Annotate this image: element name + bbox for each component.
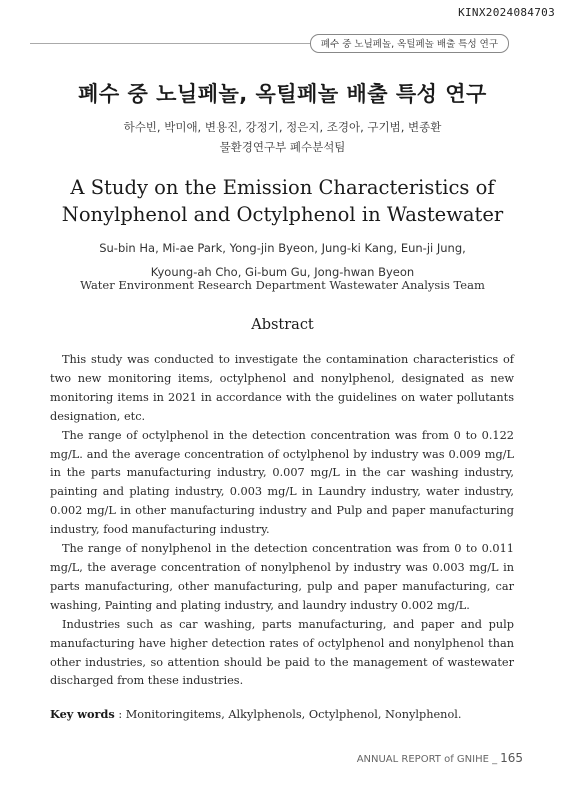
keywords-text: : Monitoringitems, Alkylphenols, Octylphenol, Nonylphenol.: [114, 708, 462, 721]
page-number: 165: [500, 751, 523, 765]
abstract-paragraph: The range of nonylphenol in the detection concentration was from 0 to 0.011 mg/L, the average concentration of nonylphenol by industry was 0.003 mg/L in parts manufacturing, other manufacturing, pulp and paper manufacturing, car washing, Painting and plating industry, and laundry industry 0.002 mg/L.: [50, 542, 514, 612]
abstract-paragraph: Industries such as car washing, parts manufacturing, and paper and pulp manufacturing have higher detection rates of octylphenol and nonylphenol than other industries, so attention should be paid to the management of wastewater discharged from these industries.: [50, 617, 514, 688]
keywords: [50, 707, 520, 721]
english-authors-line-2: Kyoung-ah Cho, Gi-bum Gu, Jong-hwan Byeon: [150, 265, 415, 279]
english-title-line-2: Nonylphenol and Octylphenol in Wastewater: [61, 203, 504, 226]
abstract-paragraph: This study was conducted to investigate the contamination characteristics of two new monitoring items, octylphenol and nonylphenol, designated as new monitoring items in 2021 in accordance with the guidelines on water pollutants designation, etc.: [50, 353, 514, 423]
abstract-body: [50, 351, 514, 691]
abstract-paragraph: The range of octylphenol in the detection concentration was from 0 to 0.122 mg/L. and the average concentration of octylphenol by industry was 0.009 mg/L in the parts manufacturing industry, 0.007 mg/L in the car washing industry, painting and plating industry, 0.003 mg/L in Laundry industry, water industry, 0.002 mg/L in other manufacturing industry and Pulp and paper manufacturing industry, food manufacturing industry.: [50, 428, 514, 537]
english-title: [0, 174, 565, 228]
korean-affiliation: 물환경연구부 폐수분석팀: [219, 140, 346, 154]
running-head: 폐수 중 노닐페놀, 옥틸페놀 배출 특성 연구: [310, 34, 509, 53]
english-affiliation: Water Environment Research Department Wastewater Analysis Team: [80, 278, 485, 292]
document-id: KINX2024084703: [458, 6, 555, 19]
english-authors-line-1: Su-bin Ha, Mi-ae Park, Yong-jin Byeon, Jung-ki Kang, Eun-ji Jung,: [99, 241, 466, 255]
page-footer: [357, 751, 523, 765]
korean-authors: 하수빈, 박미애, 변용진, 강정기, 정은지, 조경아, 구기범, 변종환: [123, 120, 442, 134]
english-authors: [0, 236, 565, 284]
korean-title: 폐수 중 노닐페놀, 옥틸페놀 배출 특성 연구: [78, 82, 487, 106]
journal-name: ANNUAL REPORT of GNIHE _: [356, 754, 498, 765]
english-title-line-1: A Study on the Emission Characteristics of: [70, 176, 495, 199]
abstract-heading: Abstract: [251, 317, 314, 333]
keywords-label: Key words: [50, 707, 115, 721]
